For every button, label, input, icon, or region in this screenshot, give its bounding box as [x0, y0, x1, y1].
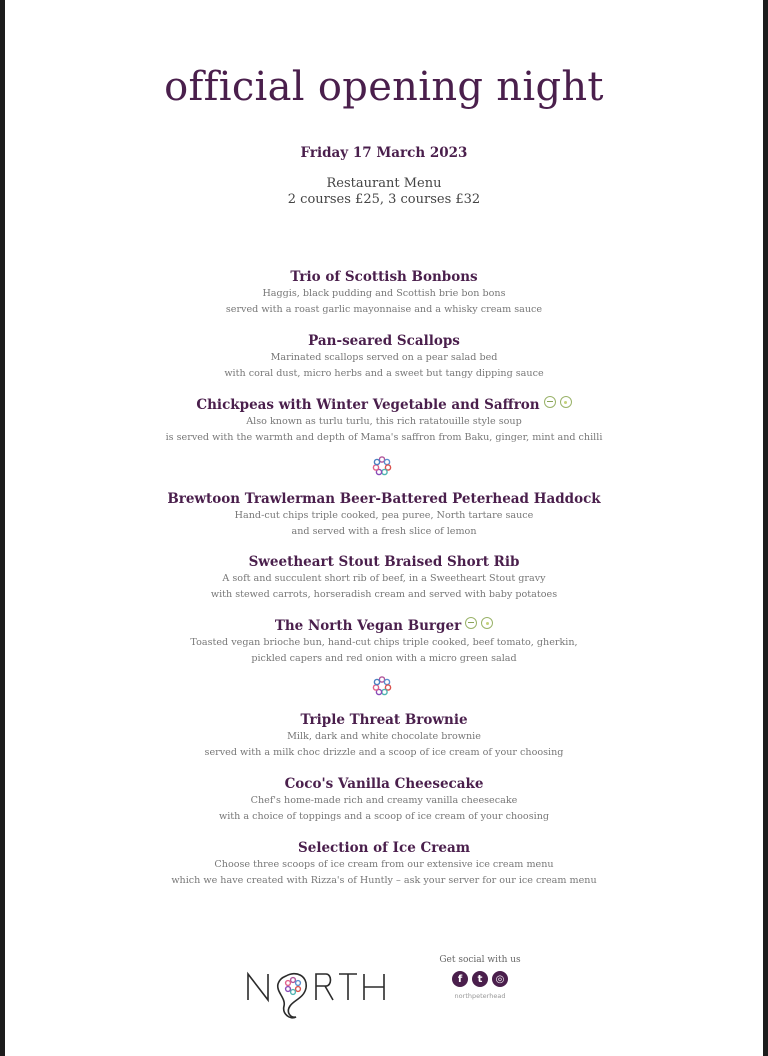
dish-description: A soft and succulent short rib of beef, in a Sweetheart Stout gravy [222, 573, 546, 584]
dish-item [0, 553, 768, 603]
dish-name: Chickpeas with Winter Vegetable and Saffron [196, 397, 540, 413]
twitter-icon[interactable]: t [472, 971, 488, 987]
dish-name-row [0, 396, 768, 414]
dish-description: which we have created with Rizza's of Huntly – ask your server for our ice cream menu [171, 875, 597, 886]
menu-pricing: 2 courses £25, 3 courses £32 [287, 192, 481, 207]
dish-name: Trio of Scottish Bonbons [290, 269, 478, 285]
vegetarian-icon [481, 617, 493, 629]
dish-name-row [0, 617, 768, 635]
dish-name: The North Vegan Burger [274, 618, 462, 634]
dish-description: and served with a fresh slice of lemon [291, 526, 477, 537]
dish-description: Hand-cut chips triple cooked, pea puree, North tartare sauce [234, 510, 534, 521]
dish-item [0, 617, 768, 667]
flower-divider-icon [372, 676, 392, 696]
dish-name: Triple Threat Brownie [300, 712, 468, 728]
vegan-icon [544, 396, 556, 408]
instagram-icon[interactable]: ◎ [492, 971, 508, 987]
social-handle: northpeterhead [454, 992, 506, 1000]
dish-description: pickled capers and red onion with a micro green salad [251, 653, 517, 664]
dish-item [0, 396, 768, 446]
dish-description: Choose three scoops of ice cream from our extensive ice cream menu [214, 859, 554, 870]
dish-description: served with a roast garlic mayonnaise and a whisky cream sauce [225, 304, 543, 315]
event-date: Friday 17 March 2023 [300, 145, 468, 161]
dish-description: Milk, dark and white chocolate brownie [287, 731, 481, 742]
dish-description: is served with the warmth and depth of Mama's saffron from Baku, ginger, mint and chilli [165, 432, 603, 443]
dish-name: Pan-seared Scallops [308, 333, 460, 349]
facebook-icon[interactable]: f [452, 971, 468, 987]
dish-item [0, 268, 768, 318]
dish-description: served with a milk choc drizzle and a scoop of ice cream of your choosing [204, 747, 564, 758]
menu-label: Restaurant Menu [326, 176, 442, 191]
dish-name: Selection of Ice Cream [298, 840, 470, 856]
dish-item [0, 490, 768, 540]
dish-description: with coral dust, micro herbs and a sweet but tangy dipping sauce [224, 368, 544, 379]
social-icons [448, 971, 512, 989]
dish-description: Marinated scallops served on a pear salad bed [270, 352, 498, 363]
dish-description: Chef's home-made rich and creamy vanilla cheesecake [250, 795, 518, 806]
dish-description: Haggis, black pudding and Scottish brie bon bons [262, 288, 506, 299]
dish-description: with a choice of toppings and a scoop of ice cream of your choosing [218, 811, 550, 822]
north-logo [246, 962, 388, 1022]
dish-item [0, 775, 768, 825]
dish-name: Sweetheart Stout Braised Short Rib [248, 554, 520, 570]
dish-description: with stewed carrots, horseradish cream and served with baby potatoes [210, 589, 558, 600]
dish-description: Also known as turlu turlu, this rich ratatouille style soup [246, 416, 522, 427]
dish-item [0, 332, 768, 382]
vegetarian-icon [560, 396, 572, 408]
dish-item [0, 711, 768, 761]
page-title: official opening night [164, 64, 604, 110]
vegan-icon [465, 617, 477, 629]
dish-item [0, 839, 768, 889]
dish-name: Brewtoon Trawlerman Beer-Battered Peterhead Haddock [167, 491, 601, 507]
flower-divider-icon [372, 456, 392, 476]
dish-name: Coco's Vanilla Cheesecake [284, 776, 484, 792]
social-label: Get social with us [439, 955, 521, 965]
dish-description: Toasted vegan brioche bun, hand-cut chips triple cooked, beef tomato, gherkin, [190, 637, 578, 648]
